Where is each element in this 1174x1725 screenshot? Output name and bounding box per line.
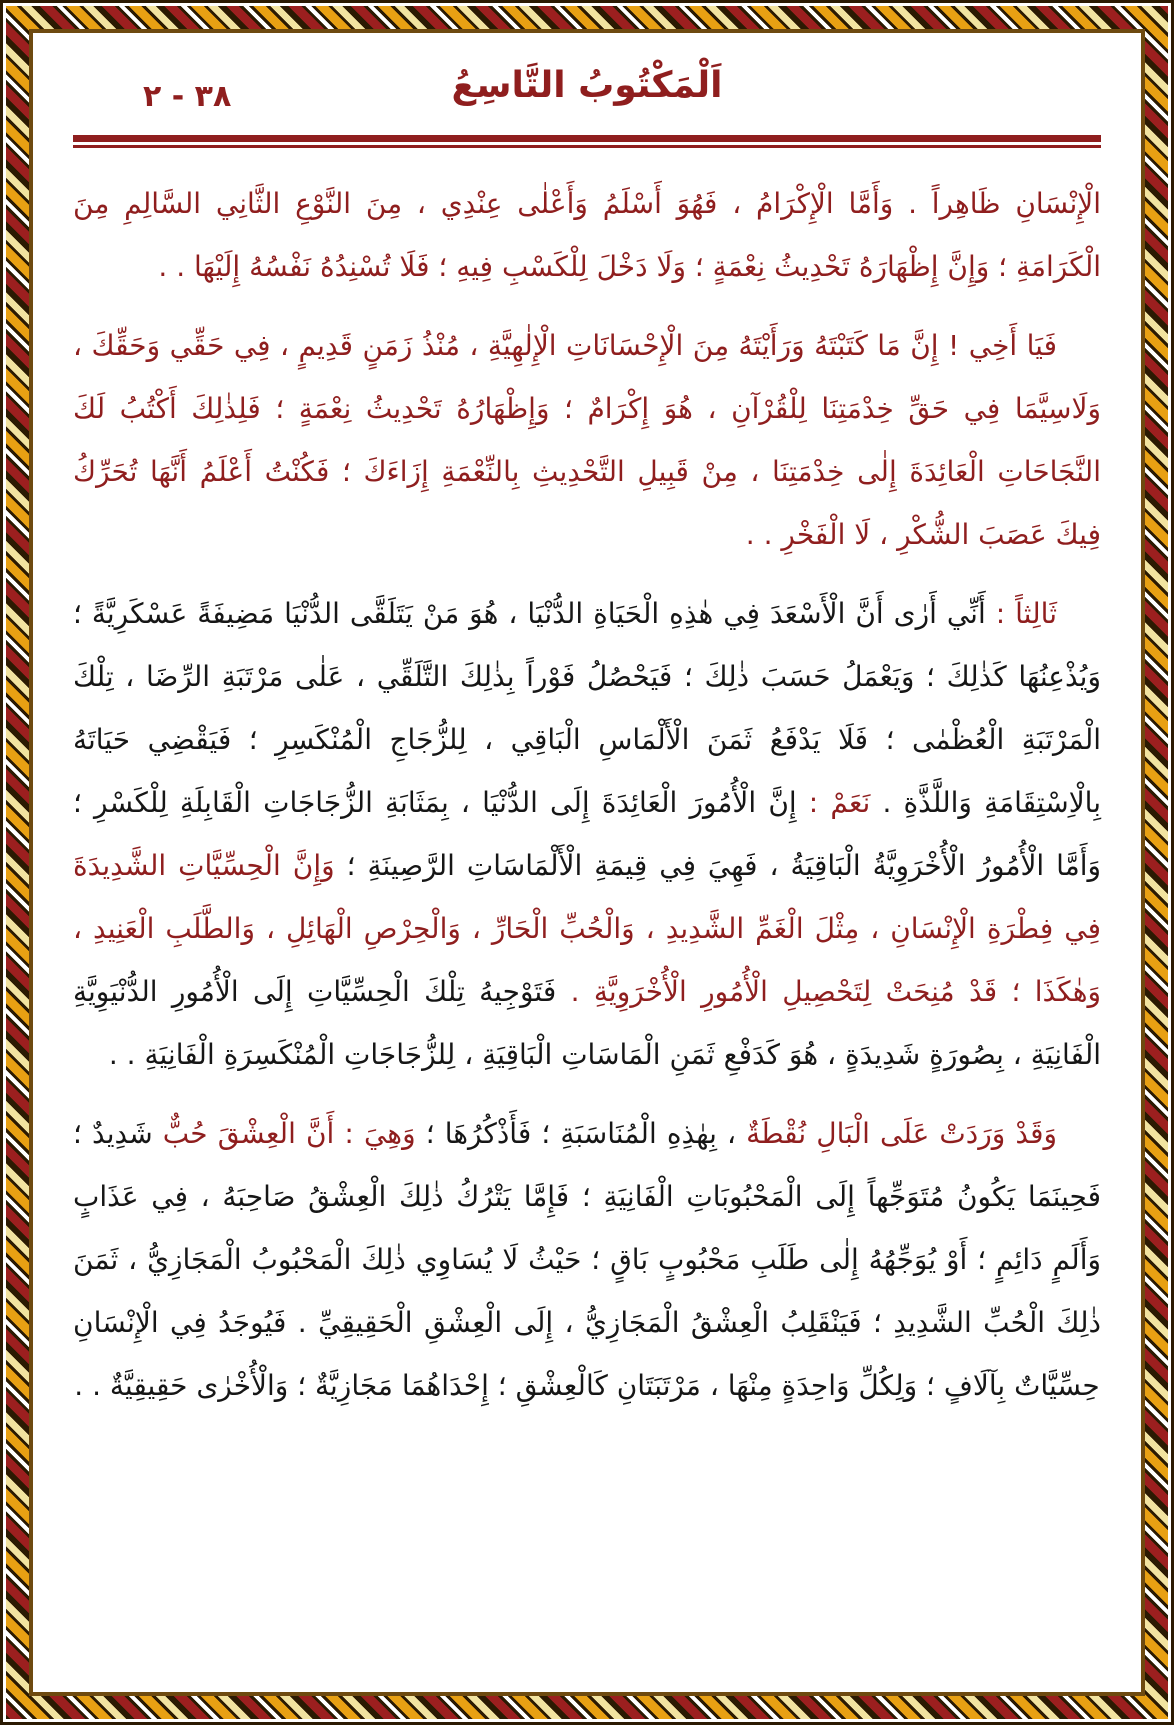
text-segment-red: نَعَمْ : bbox=[796, 786, 871, 819]
text-segment-black: إِنَّ الْأُمُورَ الْعَائِدَةَ إِلَى الدُّنْيَا ، بِمَثَابَةِ الزُّجَاجَاتِ الْقَابِلَةِ لِلْكَسْرِ ؛ وَأَمَّا الْأُمُورُ الْأُخْرَوِيَّةُ الْبَاقِيَةُ ، فَهِيَ فِي قِيمَةِ الْأَلْمَاسَاتِ الرَّصِينَةِ ؛ bbox=[73, 786, 1101, 882]
paragraph-2 bbox=[73, 314, 1101, 566]
text-segment-red: وَهِيَ : أَنَّ الْعِشْقَ حُبٌّ bbox=[152, 1117, 416, 1150]
chapter-title: اَلْمَكْتُوبُ التَّاسِعُ bbox=[451, 65, 723, 106]
page-header bbox=[73, 65, 1101, 127]
text-segment-black: شَدِيدٌ ؛ فَحِينَمَا يَكُونُ مُتَوَجِّهاً إِلَى الْمَحْبُوبَاتِ الْفَانِيَةِ ؛ فَإِمَّا يَتْرُكُ ذٰلِكَ الْعِشْقُ صَاحِبَهُ ، فِي عَذَابٍ وَأَلَمٍ دَائِمٍ ؛ أَوْ يُوَجِّهُهُ إِلٰى طَلَبِ مَحْبُوبٍ بَاقٍ ؛ حَيْثُ لَا يُسَاوِي ذٰلِكَ الْمَحْبُوبُ الْمَجَازِيُّ ، ثَمَنَ ذٰلِكَ الْحُبِّ الشَّدِيدِ ؛ فَيَنْقَلِبُ الْعِشْقُ الْمَجَازِيُّ ، إِلَى الْعِشْقِ الْحَقِيقِيِّ . فَيُوجَدُ فِي الْإِنْسَانِ حِسِّيَّاتٌ بِآلَافٍ ؛ وَلِكُلِّ وَاحِدَةٍ مِنْهَا ، مَرْتَبَتَانِ كَالْعِشْقِ ؛ إِحْدَاهُمَا مَجَازِيَّةٌ ؛ وَالْأُخْرٰى حَقِيقِيَّةٌ . . bbox=[73, 1117, 1101, 1402]
content-area bbox=[29, 29, 1145, 1696]
text-body bbox=[73, 172, 1101, 1417]
text-segment-red: فَيَا أَخِي ! إِنَّ مَا كَتَبْتَهُ وَرَأَيْتَهُ مِنَ الْإِحْسَانَاتِ الْإِلٰهِيَّةِ ، مُنْذُ زَمَنٍ قَدِيمٍ ، فِي حَقِّي وَحَقِّكَ ، وَلَاسِيَّمَا فِي حَقِّ خِدْمَتِنَا لِلْقُرْآنِ ، هُوَ إِكْرَامٌ ؛ وَإِظْهَارُهُ تَحْدِيثُ نِعْمَةٍ ؛ فَلِذٰلِكَ أَكْتُبُ لَكَ النَّجَاحَاتِ الْعَائِدَةَ إِلٰى خِدْمَتِنَا ، مِنْ قَبِيلِ التَّحْدِيثِ بِالنِّعْمَةِ إِزَاءَكَ ؛ فَكُنْتُ أَعْلَمُ أَنَّهَا تُحَرِّكُ فِيكَ عَصَبَ الشُّكْرِ ، لَا الْفَخْرِ . . bbox=[73, 329, 1101, 551]
page-number: ٣٨ - ٢ bbox=[143, 79, 232, 114]
paragraph-4 bbox=[73, 1102, 1101, 1417]
text-segment-red: الْإِنْسَانِ ظَاهِراً . وَأَمَّا الْإِكْرَامُ ، فَهُوَ أَسْلَمُ وَأَعْلٰى عِنْدِي ، مِنَ النَّوْعِ الثَّانِي السَّالِمِ مِنَ الْكَرَامَةِ ؛ وَإِنَّ إِظْهَارَهُ تَحْدِيثُ نِعْمَةٍ ؛ وَلَا دَخْلَ لِلْكَسْبِ فِيهِ ؛ فَلَا تُسْنِدُهُ نَفْسُهُ إِلَيْهَا . . bbox=[73, 187, 1101, 283]
text-segment-red: وَقَدْ وَرَدَتْ عَلَى الْبَالِ نُقْطَةٌ bbox=[736, 1117, 1057, 1150]
text-segment-black: فَتَوْجِيهُ تِلْكَ الْحِسِّيَّاتِ إِلَى الْأُمُورِ الدُّنْيَوِيَّةِ الْفَانِيَةِ ، بِصُورَةٍ شَدِيدَةٍ ، هُوَ كَدَفْعِ ثَمَنِ الْمَاسَاتِ الْبَاقِيَةِ ، لِلزُّجَاجَاتِ الْمُنْكَسِرَةِ الْفَانِيَةِ . . bbox=[73, 975, 1101, 1071]
paragraph-1 bbox=[73, 172, 1101, 298]
paragraph-3 bbox=[73, 582, 1101, 1086]
text-segment-black: ، بِهٰذِهِ الْمُنَاسَبَةِ ؛ فَأَذْكُرُهَا ؛ bbox=[415, 1117, 737, 1150]
header-double-rule bbox=[73, 135, 1101, 148]
text-segment-black: أَنِّي أَرٰى أَنَّ الْأَسْعَدَ فِي هٰذِهِ الْحَيَاةِ الدُّنْيَا ، هُوَ مَنْ يَتَلَقَّى الدُّنْيَا مَضِيفَةً عَسْكَرِيَّةً ؛ وَيُذْعِنُهَا كَذٰلِكَ ؛ وَيَعْمَلُ حَسَبَ ذٰلِكَ ؛ فَيَحْصُلُ فَوْراً بِذٰلِكَ التَّلَقِّي ، عَلٰى مَرْتَبَةِ الرِّضَا ، تِلْكَ الْمَرْتَبَةِ الْعُظْمٰى ؛ فَلَا يَدْفَعُ ثَمَنَ الْأَلْمَاسِ الْبَاقِي ، لِلزُّجَاجِ الْمُنْكَسِرِ ؛ فَيَقْضِي حَيَاتَهُ بِالْاِسْتِقَامَةِ وَاللَّذَّةِ . bbox=[73, 597, 1102, 819]
text-segment-red: وَإِنَّ الْحِسِّيَّاتِ الشَّدِيدَةَ فِي فِطْرَةِ الْإِنْسَانِ ، مِثْلَ الْغَمِّ الشَّدِيدِ ، وَالْحُبِّ الْحَارِّ ، وَالْحِرْصِ الْهَائِلِ ، وَالطَّلَبِ الْعَنِيدِ ، وَهٰكَذَا ؛ قَدْ مُنِحَتْ لِتَحْصِيلِ الْأُمُورِ الْأُخْرَوِيَّةِ . bbox=[73, 849, 1101, 1008]
ornamental-border bbox=[6, 6, 1168, 1719]
text-segment-red: ثَالِثاً : bbox=[985, 597, 1057, 630]
